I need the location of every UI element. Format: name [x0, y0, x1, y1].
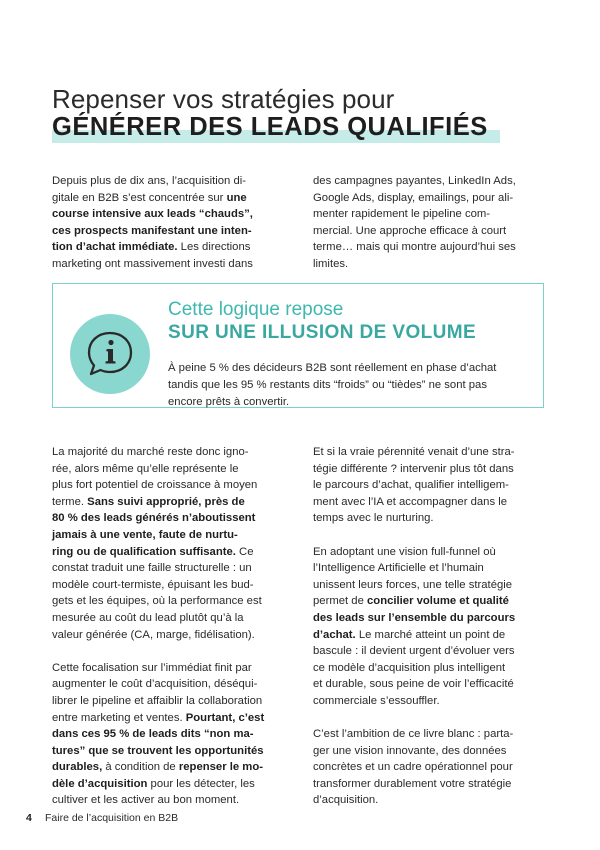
text-run: modèle court-termiste, épuisant les bud- — [52, 578, 254, 591]
bold-text: tures” que se trouvent les opportunités — [52, 744, 264, 757]
text-run: Les directions — [177, 241, 251, 254]
bold-text: dèle d’acquisition — [52, 777, 148, 790]
text-line — [52, 643, 287, 660]
text-line — [313, 643, 546, 660]
text-line — [313, 239, 546, 256]
text-line — [313, 173, 546, 190]
text-line — [313, 256, 546, 273]
text-line — [313, 759, 546, 776]
text-run: d’acquisition. — [313, 794, 379, 807]
text-run: rée, alors même qu’elle représente le — [52, 462, 239, 475]
text-run: cultiver et les activer au bon moment. — [52, 794, 240, 807]
text-run: des campagnes payantes, LinkedIn Ads, — [313, 175, 516, 187]
text-line — [52, 461, 287, 478]
text-run: valeur générée (CA, marge, fidélisation). — [52, 628, 255, 641]
text-line — [313, 444, 546, 461]
text-line — [52, 710, 287, 727]
text-line — [313, 494, 546, 511]
text-line — [52, 206, 287, 223]
bold-text: repenser le mo- — [178, 761, 263, 774]
text-run: augmenter le coût d’acquisition, déséqui- — [52, 678, 258, 691]
text-run: Le marché atteint un point de — [355, 628, 506, 641]
text-run: le parcours d’achat, qualifier intelligem- — [313, 479, 509, 492]
text-line — [52, 510, 287, 527]
callout-text-line: À peine 5 % des décideurs B2B sont réellement en phase d’achat — [168, 362, 497, 374]
intro-column-2 — [313, 173, 546, 273]
text-run: marketing ont massivement investi dans — [52, 257, 253, 270]
text-line — [313, 190, 546, 207]
text-run: concrètes et un cadre opérationnel pour — [313, 761, 513, 774]
text-line — [313, 726, 546, 743]
text-line — [52, 660, 287, 677]
text-run: gets et les équipes, où la performance est — [52, 595, 262, 608]
text-line — [313, 693, 546, 710]
bold-text: une — [226, 191, 247, 204]
callout-text-line: tandis que les 95 % restants dits “froids” ou “tièdes” ne sont pas — [168, 378, 487, 391]
text-line — [313, 510, 546, 527]
bold-text: jamais à une vente, faute de nurtu- — [52, 528, 238, 541]
text-run: l’Intelligence Artificielle et l’humain — [313, 562, 484, 575]
text-line — [52, 527, 287, 544]
text-line — [313, 660, 546, 677]
text-run: gitale en B2B s’est concentrée sur — [52, 191, 227, 204]
text-run: unissent leurs forces, une telle stratégie — [313, 578, 513, 591]
page-number: 4 — [26, 812, 32, 824]
text-line — [52, 693, 287, 710]
text-line — [52, 776, 287, 793]
footer-title: Faire de l’acquisition en B2B — [45, 812, 179, 824]
text-line — [52, 544, 287, 561]
callout-text-line: encore prêts à convertir. — [168, 395, 290, 408]
bold-text: Sans suivi approprié, près de — [87, 495, 245, 508]
text-run: Ce — [235, 545, 254, 558]
text-run: librer le pipeline et affaiblir la collaboration — [52, 694, 263, 707]
text-line — [52, 593, 287, 610]
text-line — [52, 759, 287, 776]
page-title-line1: Repenser vos stratégies pour — [52, 84, 395, 114]
bold-text: ring ou de qualification suffisante. — [52, 545, 236, 558]
text-run: limites. — [313, 257, 349, 270]
text-run: mercial. Une approche efficace à court — [313, 224, 507, 237]
text-line — [52, 676, 287, 693]
text-run: temps avec le nurturing. — [313, 512, 434, 525]
text-run: bascule : il devient urgent d’évoluer vers — [313, 645, 515, 658]
text-line — [52, 743, 287, 760]
text-line — [52, 173, 287, 190]
text-run: transformer durablement votre stratégie — [313, 777, 512, 790]
text-run: ger une vision innovante, des données — [313, 744, 507, 757]
bold-text: course intensive aux leads “chauds”, — [52, 208, 253, 221]
bold-text: dans ces 95 % de leads dits “non ma- — [52, 728, 254, 741]
text-line — [313, 776, 546, 793]
text-line — [52, 444, 287, 461]
text-run: ment avec l’IA et accompagner dans le — [313, 495, 508, 508]
text-run: En adoptant une vision full-funnel où — [313, 545, 496, 558]
callout-text — [168, 360, 496, 410]
text-line — [313, 676, 546, 693]
text-line — [52, 726, 287, 743]
text-line — [52, 577, 287, 594]
text-run: permet de — [313, 595, 368, 608]
body-column-1 — [52, 444, 287, 809]
text-run: plus fort potentiel de croissance à moyen — [52, 479, 258, 492]
text-run: constat traduit une faille structurelle : un — [52, 562, 252, 575]
text-run: tégie différente ? intervenir plus tôt dans — [313, 462, 514, 475]
text-line — [313, 627, 546, 644]
bold-text: tion d’achat immédiate. — [52, 241, 178, 254]
text-run: commerciale s’essouffler. — [313, 694, 440, 707]
text-run: ce modèle d’acquisition plus intelligent — [313, 661, 506, 674]
text-line — [313, 223, 546, 240]
callout-subtitle: Cette logique repose — [168, 299, 344, 320]
text-line — [313, 577, 546, 594]
text-run: menter rapidement le pipeline com- — [313, 208, 491, 221]
text-line — [313, 593, 546, 610]
text-line — [313, 527, 546, 544]
text-line — [313, 544, 546, 561]
text-run: entre marketing et ventes. — [52, 711, 186, 724]
text-run: Google Ads, display, emailings, pour ali- — [313, 191, 514, 204]
text-line — [52, 610, 287, 627]
text-line — [313, 710, 546, 727]
text-line — [52, 627, 287, 644]
text-line — [313, 477, 546, 494]
text-run: et durable, sous peine de voir l’efficacité — [313, 678, 514, 691]
body-column-2 — [313, 444, 546, 809]
text-line — [313, 743, 546, 760]
text-run: mesurée au coût du lead plutôt qu’à la — [52, 611, 244, 624]
text-line — [313, 560, 546, 577]
text-line — [52, 223, 287, 240]
bold-text: concilier volume et qualité — [367, 595, 509, 608]
text-line — [52, 256, 287, 273]
text-run: C’est l’ambition de ce livre blanc : parta- — [313, 728, 514, 741]
intro-column-1 — [52, 173, 287, 273]
text-line — [52, 190, 287, 207]
text-line — [52, 494, 287, 511]
callout-headline: SUR UNE ILLUSION DE VOLUME — [168, 322, 477, 343]
page-title-line2: GÉNÉRER DES LEADS QUALIFIÉS — [52, 113, 488, 141]
text-line — [52, 477, 287, 494]
text-run: à condition de — [102, 761, 179, 774]
text-run: Depuis plus de dix ans, l’acquisition di- — [52, 175, 247, 187]
text-run: Et si la vraie pérennité venait d’une stra- — [313, 446, 515, 458]
text-run: La majorité du marché reste donc igno- — [52, 446, 249, 458]
text-run: terme… mais qui montre aujourd’hui ses — [313, 241, 516, 254]
text-line — [52, 239, 287, 256]
text-line — [313, 461, 546, 478]
text-line — [313, 206, 546, 223]
bold-text: 80 % des leads générés n’aboutissent — [52, 512, 256, 525]
text-line — [313, 792, 546, 809]
bold-text: des leads sur l’ensemble du parcours — [313, 611, 516, 624]
bold-text: ces prospects manifestant une inten- — [52, 224, 252, 237]
text-line — [313, 610, 546, 627]
text-line — [52, 792, 287, 809]
text-run: Cette focalisation sur l’immédiat finit par — [52, 661, 252, 674]
text-line — [52, 560, 287, 577]
bold-text: Pourtant, c’est — [185, 711, 265, 724]
text-run: terme. — [52, 495, 88, 508]
info-speech-bubble-icon — [70, 314, 150, 394]
bold-text: d’achat. — [313, 628, 356, 641]
text-run: pour les détecter, les — [147, 777, 255, 790]
bold-text: durables, — [52, 761, 103, 774]
